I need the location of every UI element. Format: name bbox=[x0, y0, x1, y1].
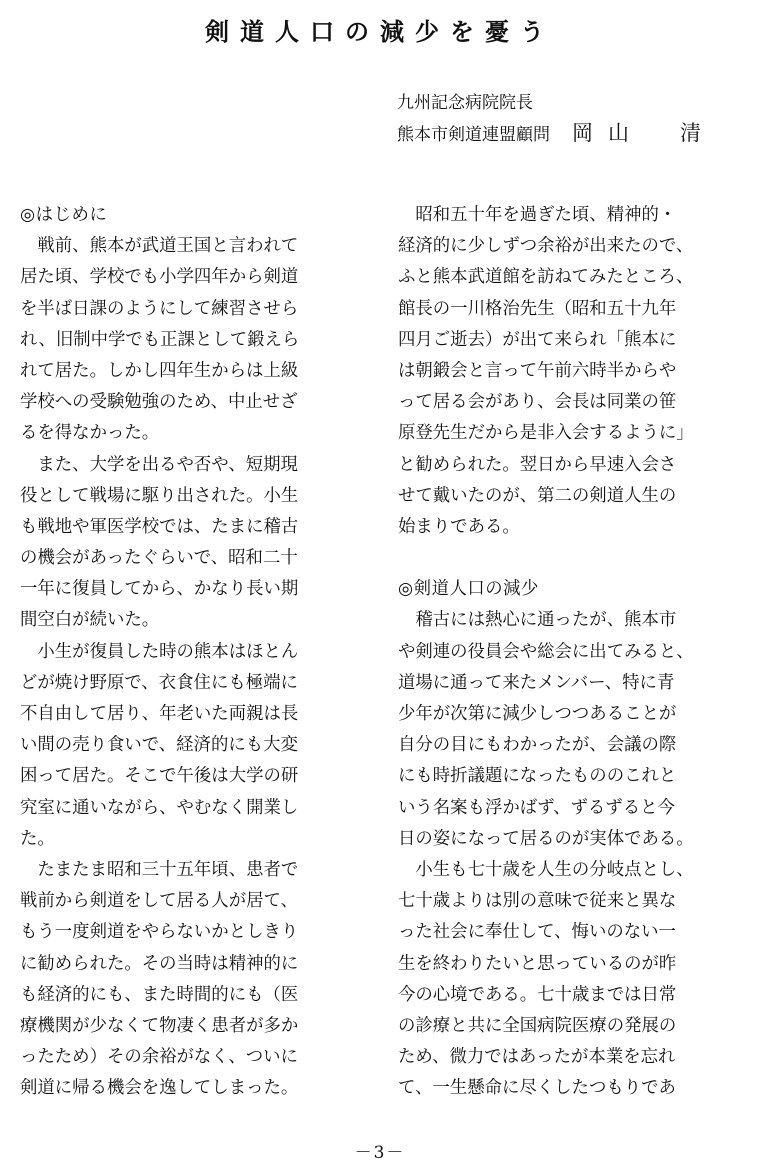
body-line: 館長の一川格治先生（昭和五十九年 bbox=[398, 298, 677, 319]
author-name: 岡山 清 bbox=[572, 121, 716, 145]
body-line: また、大学を出るや否や、短期現 bbox=[20, 454, 298, 475]
section-heading-population-decline: ◎剣道人口の減少 bbox=[398, 579, 539, 600]
body-line: って居る会があり、会長は同業の笹 bbox=[398, 392, 677, 413]
body-line: 小生が復員した時の熊本はほとん bbox=[20, 641, 299, 662]
body-line: たまたま昭和三十五年頃、患者で bbox=[20, 859, 299, 880]
body-line: 不自由して居り、年老いた両親は長 bbox=[20, 704, 299, 724]
body-line: 昭和五十年を過ぎた頃、精神的・ bbox=[398, 205, 677, 225]
body-line: 経済的に少しずつ余裕が出来たので、 bbox=[398, 236, 694, 257]
body-line: 自分の目にもわかったが、会議の際 bbox=[398, 735, 677, 756]
article-title: 剣道人口の減少を憂う bbox=[205, 17, 555, 46]
page-number: －3－ bbox=[354, 1143, 406, 1163]
author-affiliation-hospital: 九州記念病院院長 bbox=[397, 93, 533, 113]
body-line: ったため）その余裕がなく、ついに bbox=[20, 1047, 298, 1068]
body-line: 学校への受験勉強のため、中止せざ bbox=[20, 392, 298, 413]
body-line: 小生も七十歳を人生の分岐点とし、 bbox=[398, 859, 694, 880]
body-line: 役として戦場に駆り出された。小生 bbox=[20, 485, 299, 506]
body-line: いう名案も浮かばず、ずるずると今 bbox=[398, 797, 675, 818]
body-line: 居た頃、学校でも小学四年から剣道 bbox=[20, 267, 299, 288]
body-line: せて戴いたのが、第二の剣道人生の bbox=[398, 485, 677, 506]
body-line: の機会があったぐらいで、昭和二十 bbox=[20, 548, 298, 569]
body-line: 戦前から剣道をして居る人が居て、 bbox=[20, 891, 298, 912]
body-line: にも時折議題になったもののこれと bbox=[398, 766, 677, 787]
body-line: 日の姿になって居るのが実体である。 bbox=[398, 828, 694, 849]
body-line: も経済的にも、また時間的にも（医 bbox=[20, 984, 299, 1005]
body-line: れ、旧制中学でも正課として鍛えら bbox=[20, 329, 300, 350]
right-column bbox=[398, 200, 698, 1104]
body-line: と勧められた。翌日から早速入会さ bbox=[398, 454, 677, 475]
body-line: 剣道に帰る機会を逸してしまった。 bbox=[20, 1078, 299, 1099]
body-line: もう一度剣道をやらないかとしきり bbox=[20, 922, 299, 943]
body-line: い間の売り食いで、経済的にも大変 bbox=[20, 735, 298, 756]
body-line: や剣連の役員会や総会に出てみると、 bbox=[398, 641, 694, 662]
body-line: 七十歳よりは別の意味で従来と異な bbox=[398, 891, 677, 912]
body-line: 道場に通って来たメンバー、特に青 bbox=[398, 672, 675, 693]
body-line: た。 bbox=[20, 828, 55, 849]
body-line: は朝鍛会と言って午前六時半からや bbox=[398, 360, 677, 381]
body-line: った社会に奉仕して、悔いのない一 bbox=[398, 922, 676, 943]
body-line: の診療と共に全国病院医療の発展の bbox=[398, 1015, 677, 1036]
body-line: 戦前、熊本が武道王国と言われて bbox=[20, 236, 299, 257]
body-line: るを得なかった。 bbox=[20, 423, 160, 444]
body-line: れて居た。しかし四年生からは上級 bbox=[20, 360, 299, 381]
body-line: 四月ご逝去）が出て来られ「熊本に bbox=[398, 329, 677, 350]
body-line: 療機関が少なくて物凄く患者が多か bbox=[20, 1015, 299, 1036]
body-line: ふと熊本武道館を訪ねてみたところ、 bbox=[398, 267, 694, 288]
body-line: を半ば日課のようにして練習させら bbox=[20, 298, 299, 319]
body-line: ため、微力ではあったが本業を忘れ bbox=[398, 1047, 676, 1068]
body-line: 生を終わりたいと思っているのが昨 bbox=[398, 953, 677, 974]
body-line: 稽古には熱心に通ったが、熊本市 bbox=[398, 610, 677, 631]
author-affiliation-federation bbox=[397, 118, 716, 150]
body-line: どが焼け野原で、衣食住にも極端に bbox=[20, 672, 298, 693]
body-line: 始まりである。 bbox=[398, 516, 520, 537]
body-line: に勧められた。その当時は精神的に bbox=[20, 953, 299, 974]
body-line: 究室に通いながら、やむなく開業し bbox=[20, 797, 299, 818]
paragraph-spacer bbox=[398, 543, 698, 574]
body-line: 原登先生だから是非入会するように」 bbox=[398, 423, 694, 444]
body-line: て、一生懸命に尽くしたつもりであ bbox=[398, 1078, 676, 1099]
section-heading-introduction: ◎はじめに bbox=[20, 205, 108, 225]
left-column bbox=[20, 200, 320, 1104]
body-line: 間空白が続いた。 bbox=[20, 610, 160, 631]
body-line: 少年が次第に減少しつつあることが bbox=[398, 704, 677, 724]
body-line: も戦地や軍医学校では、たまに稽古 bbox=[20, 516, 299, 537]
author-block bbox=[397, 88, 716, 150]
body-line: 困って居た。そこで午後は大学の研 bbox=[20, 766, 299, 787]
body-line: 今の心境である。七十歳までは日常 bbox=[398, 984, 677, 1005]
body-line: 一年に復員してから、かなり長い期 bbox=[20, 579, 299, 600]
author-affiliation-federation-text: 熊本市剣道連盟顧問 bbox=[397, 125, 550, 145]
